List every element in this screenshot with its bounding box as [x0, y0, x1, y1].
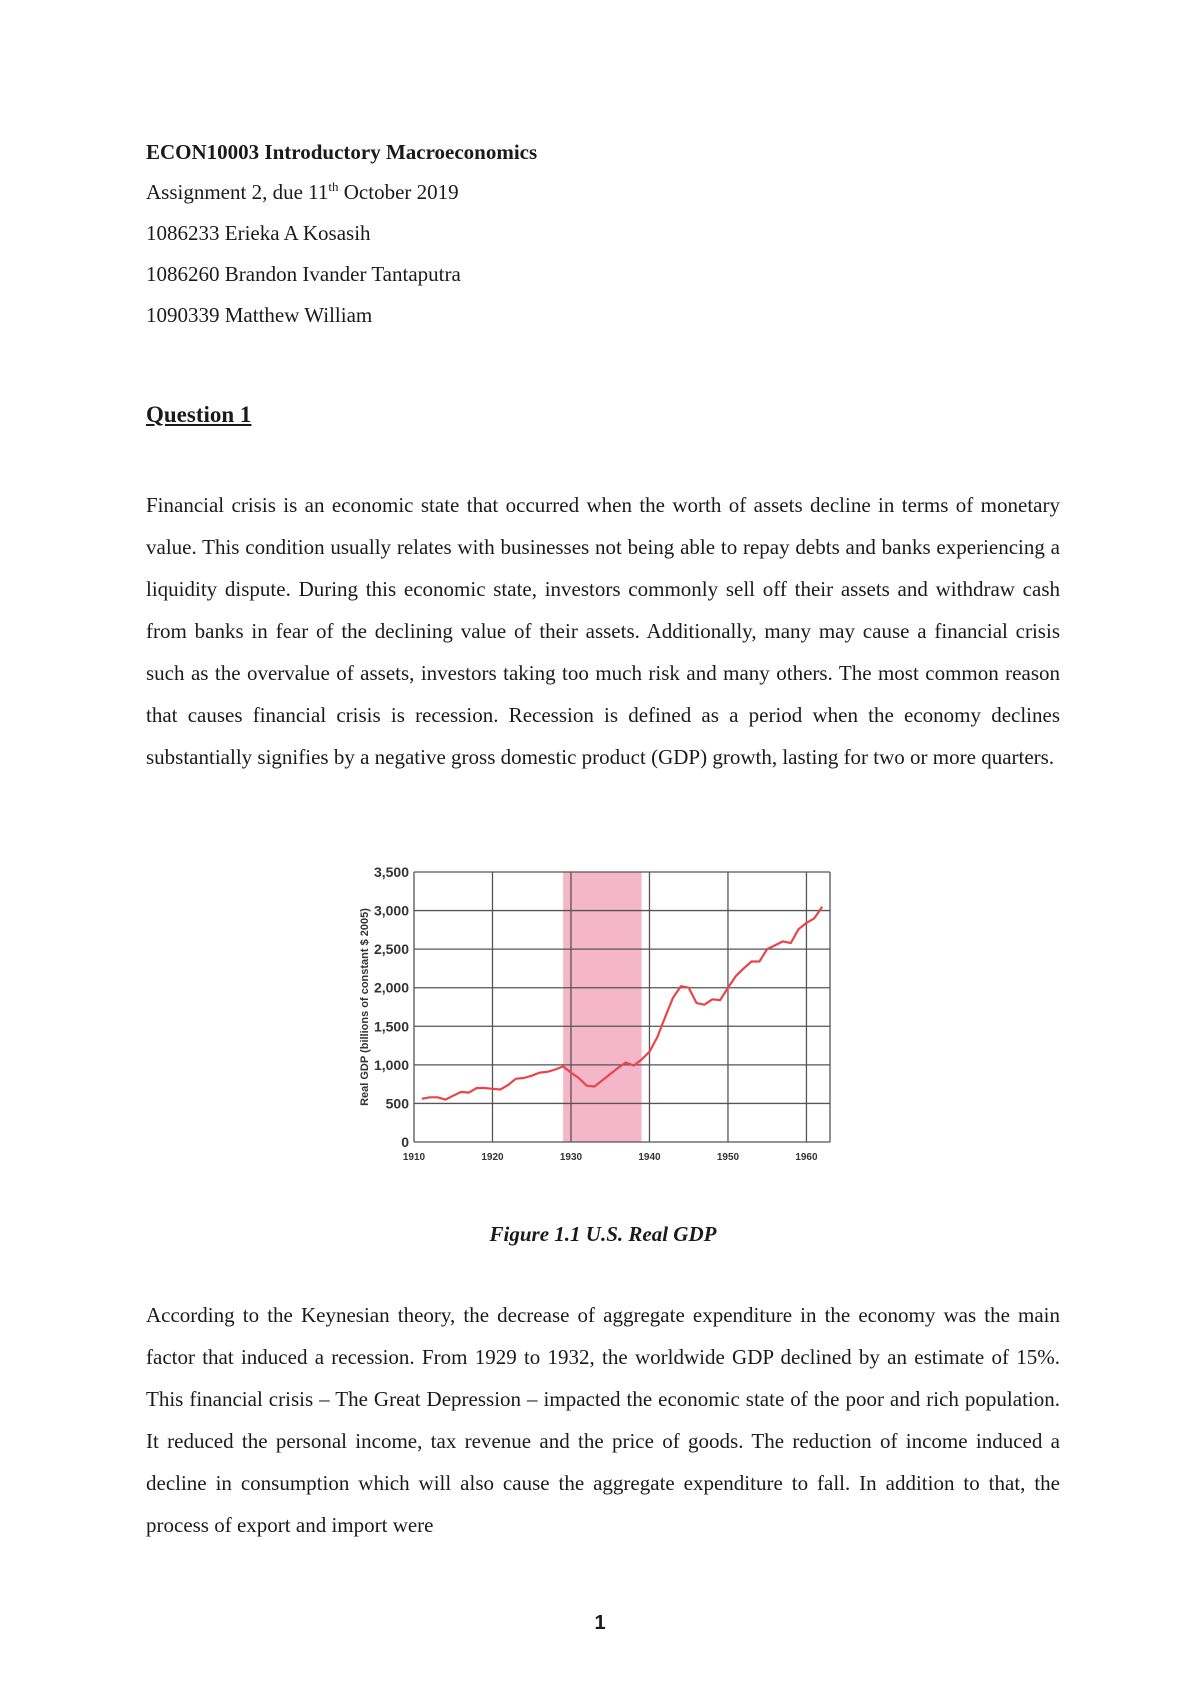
y-tick-label: 2,500 [373, 941, 409, 958]
y-tick-label: 0 [401, 1134, 409, 1150]
gdp-chart [354, 858, 844, 1178]
assignment-due-suffix: October 2019 [338, 180, 459, 204]
y-tick-label: 2,000 [373, 979, 409, 996]
author-1: 1086233 Erieka A Kosasih [146, 221, 371, 245]
paragraph-2: According to the Keynesian theory, the decrease of aggregate expenditure in the economy was the main factor that induced a recession. From 1929 to 1932, the worldwide GDP declined by an estimate of 15%. This financial crisis – The Great Depression – impacted the economic state of the poor and rich population. It reduced the personal income, tax revenue and the price of goods. The reduction of income induced a decline in consumption which will also cause the aggregate expenditure to fall. In addition to that, the process of export and import were [146, 1303, 1060, 1537]
paragraph-1: Financial crisis is an economic state that occurred when the worth of assets decline in terms of monetary value. This condition usually relates with businesses not being able to repay debts and banks experiencing a liquidity dispute. During this economic state, investors commonly sell off their assets and withdraw cash from banks in fear of the declining value of their assets. Additionally, many may cause a financial crisis such as the overvalue of assets, investors taking too much risk and many others. The most common reason that causes financial crisis is recession. Recession is defined as a period when the economy declines substantially signifies by a negative gross domestic product (GDP) growth, lasting for two or more quarters. [146, 493, 1060, 769]
y-axis-label: Real GDP (billions of constant $ 2005) [359, 908, 371, 1106]
y-tick-label: 1,500 [373, 1018, 409, 1035]
assignment-due-superscript: th [328, 179, 339, 194]
assignment-due-prefix: Assignment 2, due 11 [146, 180, 329, 204]
x-tick-label: 1960 [795, 1152, 818, 1163]
course-title: ECON10003 Introductory Macroeconomics [146, 140, 538, 164]
x-tick-label: 1950 [716, 1152, 740, 1163]
page-number: 1 [594, 1612, 606, 1634]
assignment-due [146, 180, 1060, 205]
author-3: 1090339 Matthew William [146, 303, 373, 327]
figure-caption: Figure 1.1 U.S. Real GDP [489, 1222, 717, 1246]
x-tick-label: 1930 [559, 1152, 583, 1163]
y-tick-label: 1,000 [373, 1056, 409, 1073]
document-header [146, 140, 1060, 344]
y-tick-label: 3,500 [373, 864, 409, 880]
gdp-chart-svg [354, 858, 844, 1178]
x-tick-label: 1940 [638, 1152, 661, 1163]
question-heading: Question 1 [146, 402, 252, 427]
x-tick-label: 1910 [402, 1152, 426, 1163]
y-tick-label: 500 [385, 1095, 409, 1112]
author-2: 1086260 Brandon Ivander Tantaputra [146, 262, 461, 286]
y-tick-label: 3,000 [373, 902, 409, 919]
x-tick-label: 1920 [481, 1152, 504, 1163]
recession-shading [563, 872, 641, 1142]
